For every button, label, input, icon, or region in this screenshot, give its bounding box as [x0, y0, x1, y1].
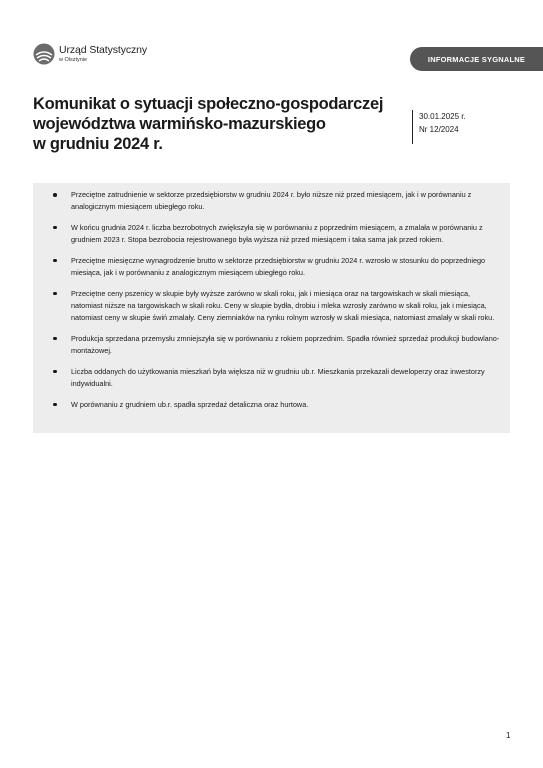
logo-mark-icon [33, 43, 55, 65]
publication-meta [412, 110, 466, 144]
summary-list [33, 189, 500, 411]
summary-text: Liczba oddanych do użytkowania mieszkań była większa niż w grudniu ub.r. Mieszkania przekazali deweloperzy oraz inwestorzy indywidualni. [71, 366, 485, 388]
summary-item [33, 189, 500, 213]
bullet-icon [53, 403, 57, 407]
bullet-icon [53, 292, 57, 296]
summary-text: Przeciętne ceny pszenicy w skupie były wyższe zarówno w skali roku, jak i miesiąca oraz na targowiskach w skali miesiąca, natomiast niższe na targowiskach w skali roku. Ceny w skupie bydła, drobiu i mleka wzrosły zarówno w skali roku, jak i miesiąca, natomiast ceny w skupie świń zmalały. Ceny ziemniaków na rynku rolnym wzrosły w skali miesiąca, natomiast zmalały w skali roku. [71, 288, 495, 323]
bullet-icon [53, 370, 57, 374]
summary-text: W porównaniu z grudniem ub.r. spadła sprzedaż detaliczna oraz hurtowa. [71, 399, 309, 409]
bullet-icon [53, 226, 57, 230]
summary-text: Produkcja sprzedana przemysłu zmniejszyła się w porównaniu z rokiem poprzednim. Spadła również sprzedaż produkcji budowlano-montażowej. [71, 333, 500, 356]
logo [33, 43, 147, 65]
page-title [33, 94, 393, 154]
title-line: w grudniu 2024 r. [33, 135, 163, 153]
summary-item [33, 366, 500, 390]
bullet-icon [53, 193, 57, 197]
bullet-icon [53, 259, 57, 263]
summary-text: Przeciętne miesięczne wynagrodzenie brutto w sektorze przedsiębiorstw w grudniu 2024 r. wzrosło w stosunku do poprzedniego miesiąca, jak i w porównaniu z analogicznym miesiącem ubiegłego roku. [71, 255, 486, 278]
bullet-icon [53, 337, 57, 341]
summary-item [33, 288, 500, 325]
summary-text: Przeciętne zatrudnienie w sektorze przedsiębiorstw w grudniu 2024 r. było niższe niż przed miesiącem, jak i w porównaniu z analogicznym miesiącem ubiegłego roku. [71, 190, 472, 212]
summary-box [33, 183, 510, 433]
summary-text: W końcu grudnia 2024 r. liczba bezrobotnych zwiększyła się w porównaniu z poprzednim miesiącem, a zmalała w porównaniu z grudniem 2023 r. Stopa bezrobocia rejestrowanego była wyższa niż przed miesiącem i taka sama jak przed rokiem. [71, 222, 483, 245]
publication-date: 30.01.2025 r. [419, 112, 466, 121]
document-type-badge: INFORMACJE SYGNALNE [410, 47, 543, 71]
logo-name: Urząd Statystyczny [59, 44, 148, 56]
summary-item [33, 333, 500, 357]
page-number: 1 [506, 731, 511, 740]
title-line: województwa warmińsko-mazurskiego [33, 115, 326, 133]
logo-subtitle: w Olsztynie [59, 56, 88, 63]
summary-item [33, 222, 500, 246]
title-line: Komunikat o sytuacji społeczno-gospodarczej [33, 95, 384, 113]
publication-number: Nr 12/2024 [419, 125, 459, 134]
summary-item [33, 399, 500, 411]
summary-item [33, 255, 500, 279]
